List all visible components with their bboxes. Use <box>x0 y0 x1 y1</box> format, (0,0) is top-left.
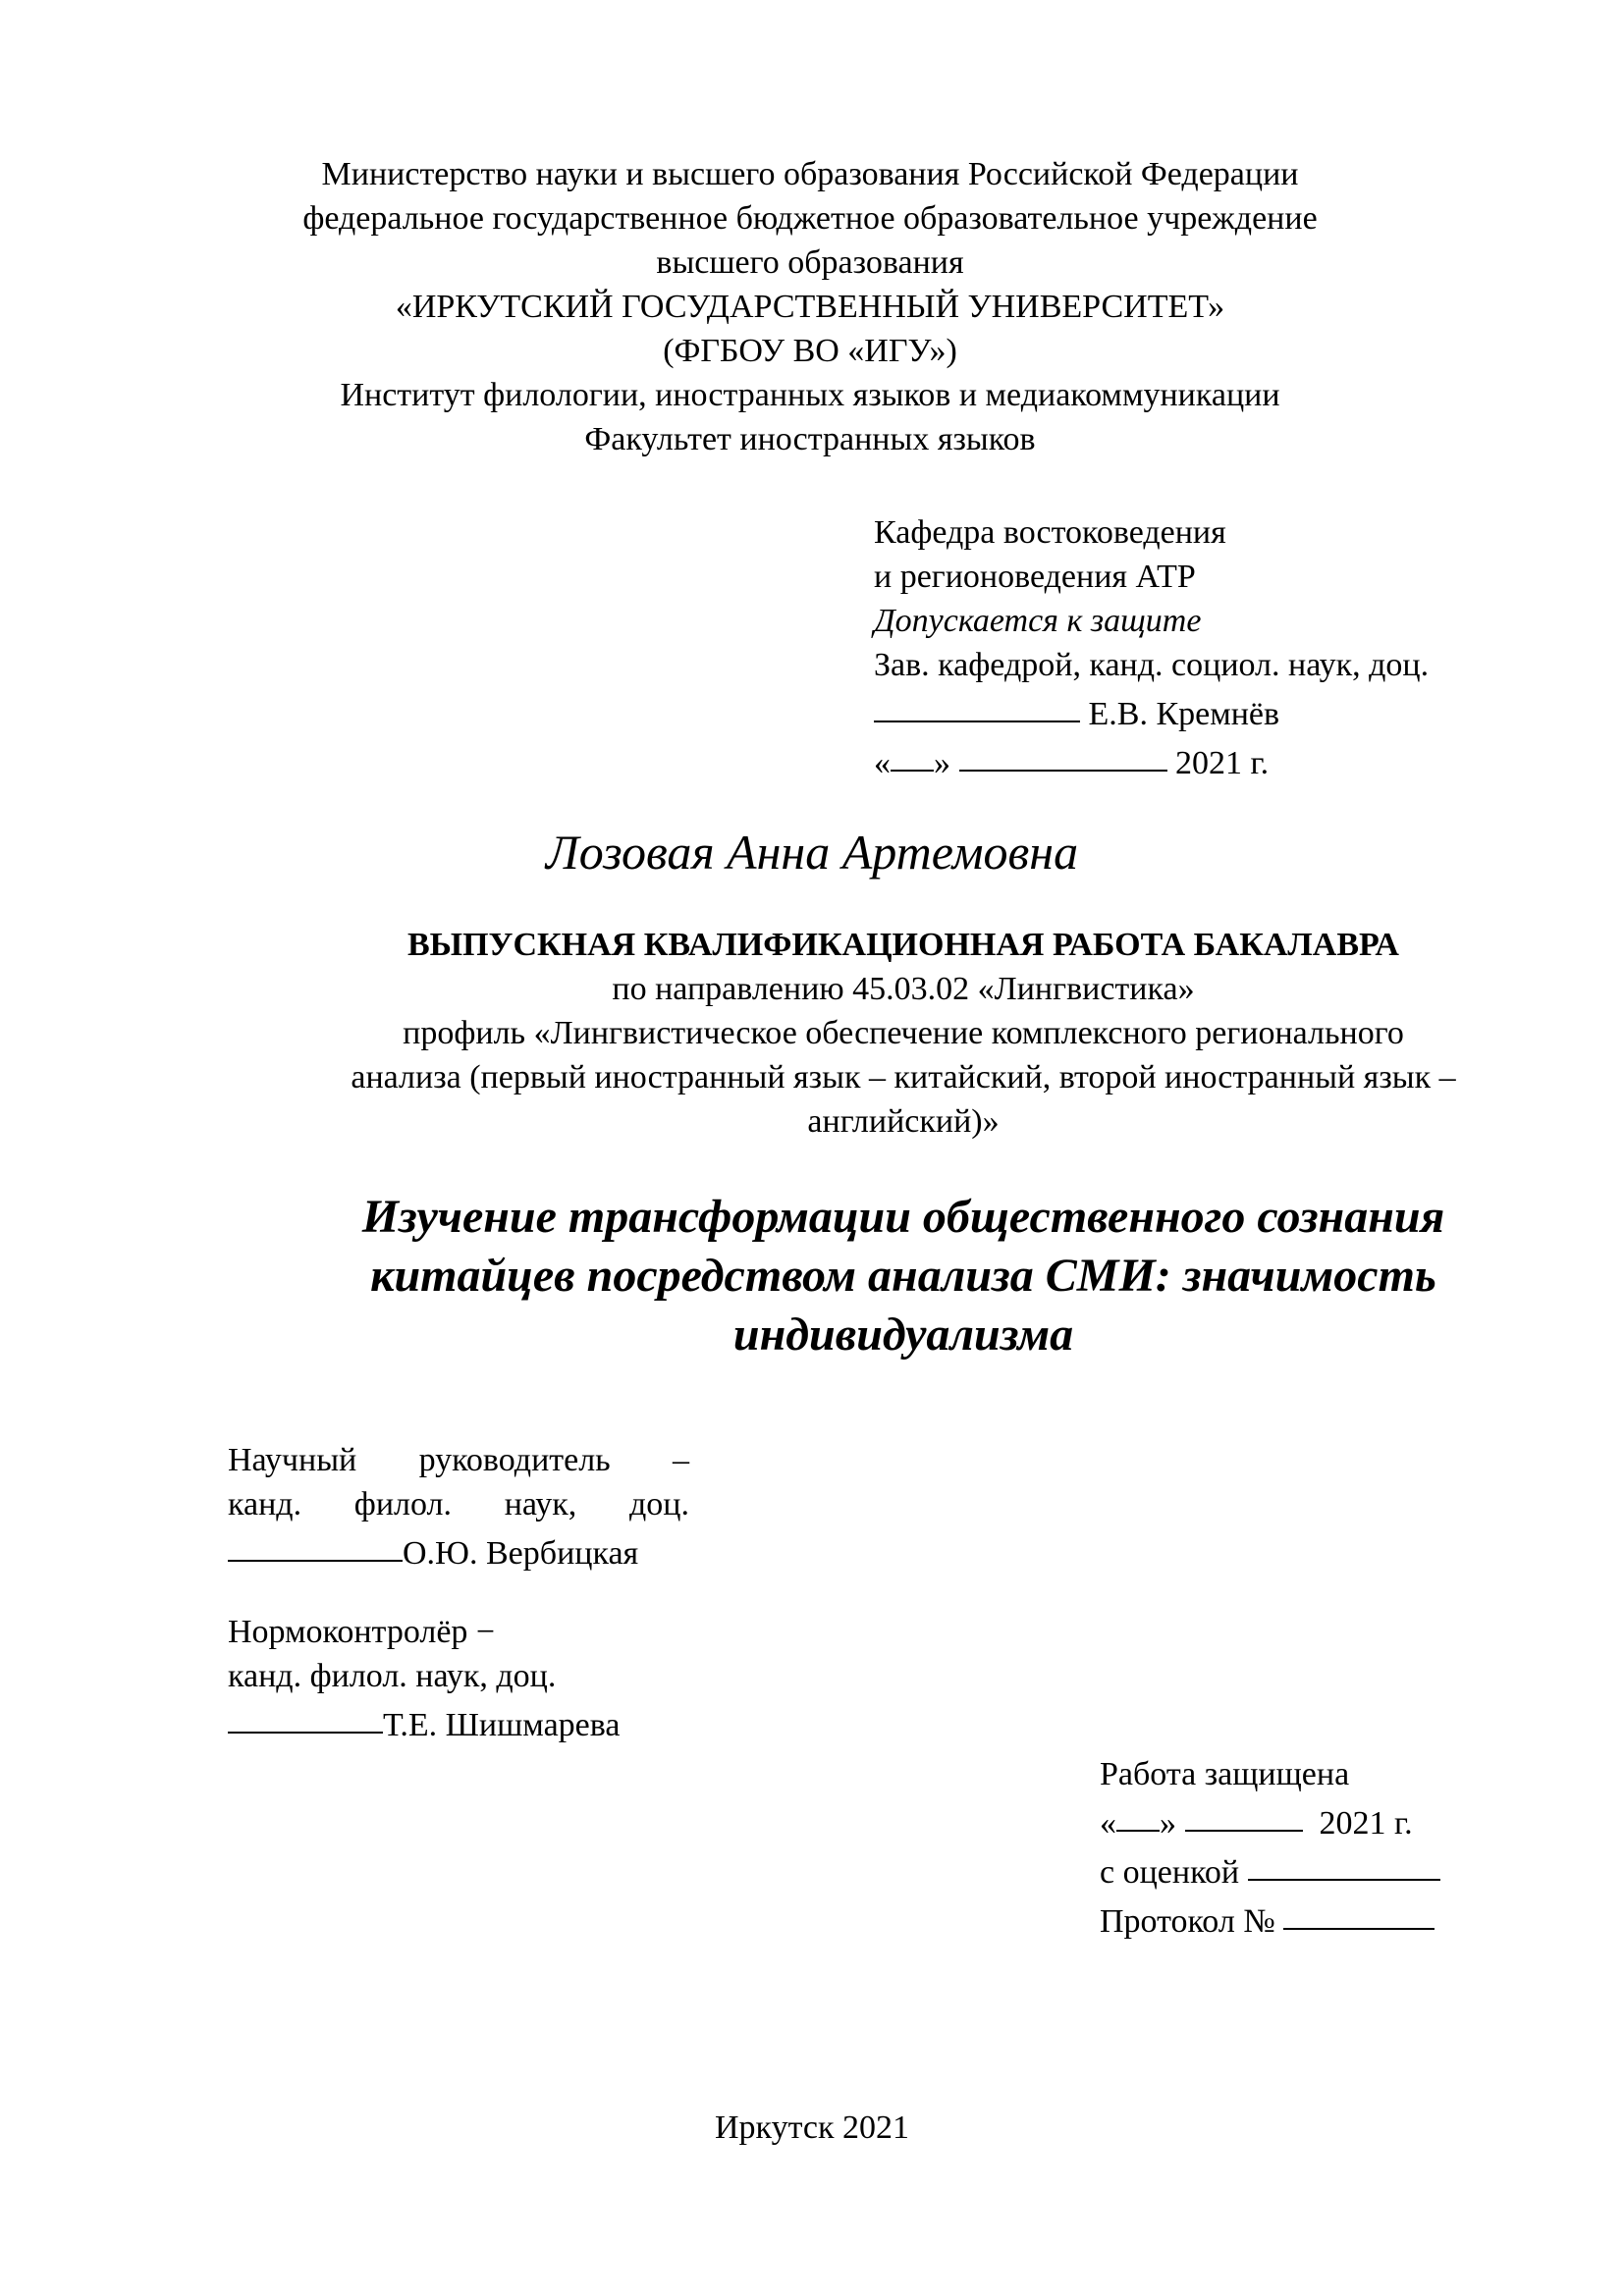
thesis-title-line-3: индивидуализма <box>732 1308 1074 1361</box>
supervisor-degree-line <box>228 1482 689 1526</box>
signature-blank <box>874 685 1080 722</box>
city-year: Иркутск 2021 <box>715 2109 909 2146</box>
ministry-line: Министерство науки и высшего образования Российской Федерации <box>321 156 1299 192</box>
education-level-line: высшего образования <box>656 244 964 281</box>
degree-word-4: доц. <box>629 1486 689 1522</box>
profile-line-1: профиль «Лингвистическое обеспечение комплексного регионального <box>403 1015 1404 1051</box>
author-name: Лозовая Анна Артемовна <box>545 825 1079 880</box>
normocontrol-block <box>228 1610 817 1747</box>
department-approval <box>874 510 1561 785</box>
profile-line-3: английский)» <box>807 1103 1000 1140</box>
defense-date-line <box>1100 1796 1591 1845</box>
head-of-department-title: Зав. кафедрой, канд. социол. наук, доц. <box>874 647 1430 683</box>
degree-word-3: наук, <box>504 1486 577 1522</box>
date-quote-close: » <box>1160 1805 1176 1842</box>
supervisor-word-2: руководитель <box>418 1442 611 1478</box>
approval-date-line <box>874 736 1561 785</box>
defense-year: 2021 г. <box>1319 1805 1413 1842</box>
profile-line-2: анализа (первый иностранный язык – китайский, второй иностранный язык – <box>351 1059 1456 1095</box>
normocontrol-signature-line <box>228 1698 817 1747</box>
department-line-1: Кафедра востоковедения <box>874 514 1226 551</box>
institution-type-line: федеральное государственное бюджетное образовательное учреждение <box>302 200 1318 237</box>
thesis-title <box>226 1188 1581 1364</box>
supervisor-word-1: Научный <box>228 1442 357 1478</box>
date-quote-open: « <box>874 745 891 781</box>
normocontrol-title: Нормоконтролёр − <box>228 1614 496 1650</box>
department-line-2: и регионоведения АТР <box>874 559 1196 595</box>
date-quote-open: « <box>1100 1805 1116 1842</box>
degree-word-1: канд. <box>228 1486 302 1522</box>
signature-blank <box>228 1524 403 1562</box>
protocol-blank <box>1283 1893 1435 1930</box>
supervisor-title-line <box>228 1438 689 1482</box>
signature-blank <box>228 1696 383 1734</box>
defense-block <box>1100 1752 1591 1944</box>
work-direction: по направлению 45.03.02 «Лингвистика» <box>612 971 1195 1007</box>
normocontrol-name: Т.Е. Шишмарева <box>383 1707 621 1743</box>
university-name: «ИРКУТСКИЙ ГОСУДАРСТВЕННЫЙ УНИВЕРСИТЕТ» <box>395 289 1225 325</box>
supervisor-signature-line <box>228 1526 689 1575</box>
degree-word-2: филол. <box>353 1486 453 1522</box>
head-signature-line <box>874 687 1561 736</box>
day-blank <box>1116 1794 1160 1832</box>
supervisor-name: О.Ю. Вербицкая <box>403 1535 639 1572</box>
grade-blank <box>1248 1843 1440 1881</box>
admitted-to-defense: Допускается к защите <box>874 603 1202 639</box>
institution-header <box>226 152 1394 461</box>
date-quote-close: » <box>934 745 950 781</box>
institute-name: Институт филологии, иностранных языков и медиакоммуникации <box>340 377 1280 413</box>
grade-line <box>1100 1845 1591 1895</box>
work-type: ВЫПУСКНАЯ КВАЛИФИКАЦИОННАЯ РАБОТА БАКАЛАВРА <box>407 927 1399 963</box>
thesis-title-line-2: китайцев посредством анализа СМИ: значимость <box>370 1250 1436 1302</box>
approval-year: 2021 г. <box>1175 745 1270 781</box>
normocontrol-degree: канд. филол. наук, доц. <box>228 1658 557 1694</box>
month-blank <box>1185 1794 1303 1832</box>
month-blank <box>959 734 1167 772</box>
protocol-line <box>1100 1895 1591 1944</box>
work-description <box>226 923 1581 1144</box>
university-abbreviation: (ФГБОУ ВО «ИГУ») <box>663 333 957 369</box>
supervisor-dash: – <box>673 1442 689 1478</box>
protocol-label: Протокол № <box>1100 1903 1275 1940</box>
grade-label: с оценкой <box>1100 1854 1240 1891</box>
defense-title: Работа защищена <box>1100 1756 1350 1792</box>
head-name: Е.В. Кремнёв <box>1088 696 1280 732</box>
supervisor-block <box>228 1438 689 1575</box>
day-blank <box>891 734 934 772</box>
faculty-name: Факультет иностранных языков <box>584 421 1036 457</box>
thesis-title-line-1: Изучение трансформации общественного сознания <box>361 1191 1445 1243</box>
